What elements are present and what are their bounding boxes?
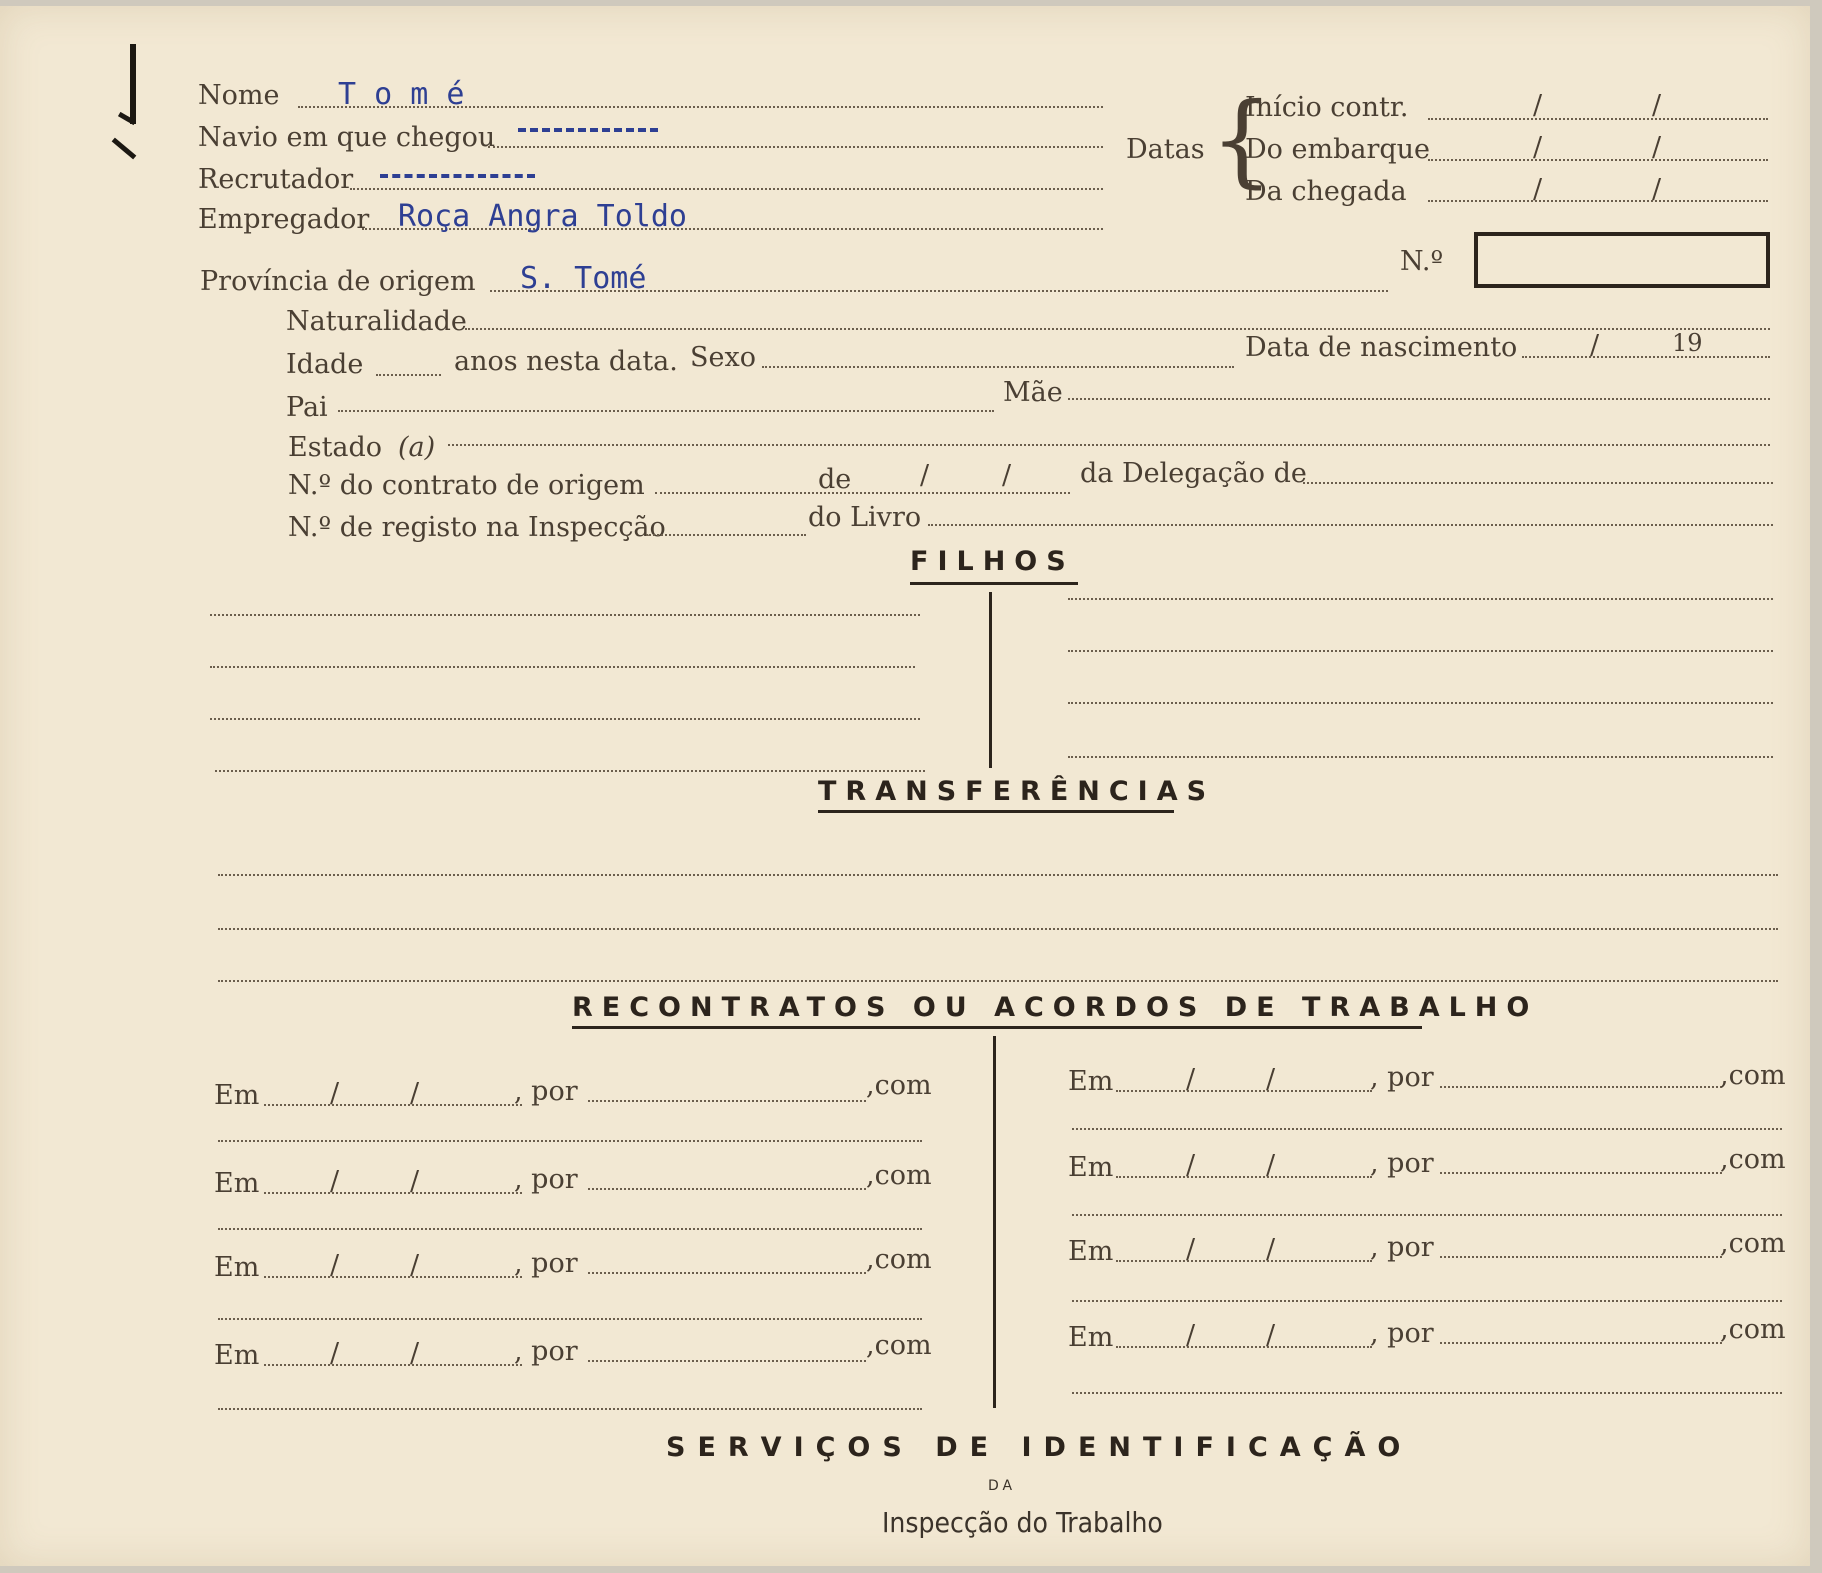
empregador-label: Empregador [198,204,370,235]
rec-left-por: , por [514,1336,578,1367]
transferencias-line [218,980,1778,982]
rec-right-por: , por [1370,1062,1434,1093]
rec-left-slash: / [330,1166,340,1197]
rec-right-slash: / [1186,1064,1196,1095]
naturalidade-label: Naturalidade [286,306,467,337]
filhos-heading: FILHOS [910,546,1075,577]
rec-right-line [1072,1214,1782,1216]
idade-line [376,374,441,376]
filhos-line-right [1068,756,1773,758]
rec-right-em: Em [1068,1152,1114,1183]
contrato-label: N.º do contrato de origem [288,470,645,501]
mae-label: Mãe [1003,377,1063,408]
inicio-slash-1: / [1533,90,1543,121]
rec-left-line [218,1140,922,1142]
contrato-slash-2: / [1002,460,1012,491]
chegada-slash-1: / [1533,174,1543,205]
rec-left-slash: / [330,1338,340,1369]
rec-right-por: , por [1370,1232,1434,1263]
rec-right-line [1072,1128,1782,1130]
rec-left-line [218,1408,922,1410]
numero-box[interactable] [1474,232,1770,288]
rec-right-line [1072,1300,1782,1302]
delegacao-line [1303,482,1773,484]
naturalidade-line [465,328,1770,330]
rec-right-line [1116,1176,1372,1178]
rec-right-slash: / [1266,1064,1276,1095]
rec-right-line [1072,1392,1782,1394]
footer-inspeccao: Inspecção do Trabalho [882,1506,1163,1539]
delegacao-label: da Delegação de [1080,458,1307,489]
transferencias-underline [818,810,1174,813]
numero-label: N.º [1400,246,1444,277]
datas-label: Datas [1126,134,1205,165]
rec-left-line [264,1364,522,1366]
rec-right-em: Em [1068,1322,1114,1353]
footer-servicos: SERVIÇOS DE IDENTIFICAÇÃO [666,1432,1413,1463]
rec-right-line [1440,1342,1722,1344]
rec-right-em: Em [1068,1066,1114,1097]
pai-label: Pai [286,392,328,423]
rec-left-line [264,1276,522,1278]
rec-right-slash: / [1186,1320,1196,1351]
mae-line [1068,398,1770,400]
filhos-line-left [210,718,920,720]
recrutador-label: Recrutador [198,164,354,195]
rec-right-slash: / [1266,1320,1276,1351]
rec-right-em: Em [1068,1236,1114,1267]
rec-right-line [1440,1256,1722,1258]
recontratos-heading: RECONTRATOS OU ACORDOS DE TRABALHO [572,992,1539,1023]
rec-left-em: Em [214,1252,260,1283]
rec-right-por: , por [1370,1148,1434,1179]
recontratos-underline [572,1026,1422,1029]
recontratos-divider [993,1036,996,1408]
rec-left-line [588,1188,866,1190]
rec-right-line [1116,1346,1372,1348]
rec-left-por: , por [514,1248,578,1279]
provincia-label: Província de origem [200,266,476,297]
livro-label: do Livro [808,502,922,533]
rec-right-com: ,com [1720,1144,1786,1175]
filhos-line-left [215,770,925,772]
inicio-label: Início contr. [1245,92,1409,123]
rec-left-slash: / [410,1338,420,1369]
transferencias-heading: TRANSFERÊNCIAS [818,776,1216,807]
rec-left-line [588,1100,866,1102]
rec-right-line [1440,1086,1722,1088]
nome-value[interactable]: T o m é [338,77,465,112]
estado-note: (a) [398,432,436,463]
rec-left-line [218,1318,922,1320]
contrato-line [655,492,1070,494]
embarque-line [1428,159,1768,161]
rec-right-line [1116,1090,1372,1092]
filhos-divider [989,592,992,768]
inicio-slash-2: / [1652,90,1662,121]
rec-left-com: ,com [866,1330,932,1361]
rec-right-por: , por [1370,1318,1434,1349]
nome-label: Nome [198,80,280,111]
margin-mark [112,138,137,160]
rec-left-line [264,1104,522,1106]
rec-left-line [588,1272,866,1274]
registo-label: N.º de registo na Inspecção [288,512,666,543]
chegada-line [1428,200,1768,202]
rec-left-slash: / [410,1166,420,1197]
rec-right-com: ,com [1720,1228,1786,1259]
rec-left-line [588,1360,866,1362]
rec-right-slash: / [1266,1150,1276,1181]
nascimento-line [1522,356,1770,358]
filhos-line-right [1068,650,1773,652]
filhos-line-right [1068,598,1773,600]
embarque-label: Do embarque [1245,134,1431,165]
rec-left-slash: / [410,1250,420,1281]
filhos-line-right [1068,702,1773,704]
rec-left-com: ,com [866,1160,932,1191]
chegada-slash-2: / [1652,174,1662,205]
livro-line [928,524,1773,526]
empregador-value[interactable]: Roça Angra Toldo [398,199,687,234]
contrato-slash-1: / [920,460,930,491]
transferencias-line [218,928,1778,930]
inicio-line [1428,118,1768,120]
filhos-line-left [210,666,915,668]
chegada-label: Da chegada [1245,176,1407,207]
rec-left-em: Em [214,1080,260,1111]
rec-right-line [1440,1172,1722,1174]
navio-dash [518,128,658,132]
navio-line [488,146,1103,148]
rec-right-slash: / [1186,1150,1196,1181]
rec-right-com: ,com [1720,1060,1786,1091]
pai-line [338,410,994,412]
de-label: de [818,464,852,495]
recrutador-line [350,188,1103,190]
rec-right-line [1116,1260,1372,1262]
nascimento-year: 19 [1672,329,1703,357]
rec-right-slash: / [1186,1234,1196,1265]
identification-card [0,6,1810,1566]
anos-label: anos nesta data. [454,346,678,377]
registo-line [646,534,806,536]
rec-left-por: , por [514,1076,578,1107]
embarque-slash-1: / [1533,132,1543,163]
rec-left-por: , por [514,1164,578,1195]
estado-label: Estado [288,432,383,463]
rec-left-slash: / [410,1078,420,1109]
rec-left-slash: / [330,1250,340,1281]
filhos-underline [910,582,1078,585]
margin-mark [130,44,136,124]
rec-left-com: ,com [866,1244,932,1275]
rec-left-slash: / [330,1078,340,1109]
nascimento-label: Data de nascimento [1245,332,1518,363]
navio-label: Navio em que chegou [198,122,496,153]
filhos-line-left [210,614,920,616]
recrutador-dash [380,174,535,178]
rec-left-em: Em [214,1168,260,1199]
rec-right-com: ,com [1720,1314,1786,1345]
estado-line [448,444,1770,446]
embarque-slash-2: / [1652,132,1662,163]
rec-left-em: Em [214,1340,260,1371]
idade-label: Idade [286,349,364,380]
sexo-label: Sexo [690,342,756,373]
provincia-value[interactable]: S. Tomé [520,261,647,296]
rec-left-com: ,com [866,1070,932,1101]
nascimento-slash: / [1590,330,1600,361]
transferencias-line [218,874,1778,876]
rec-left-line [264,1192,522,1194]
rec-left-line [218,1228,922,1230]
footer-da: DA [988,1478,1017,1494]
rec-right-slash: / [1266,1234,1276,1265]
sexo-line [762,366,1234,368]
datas-brace: { [1210,81,1274,198]
